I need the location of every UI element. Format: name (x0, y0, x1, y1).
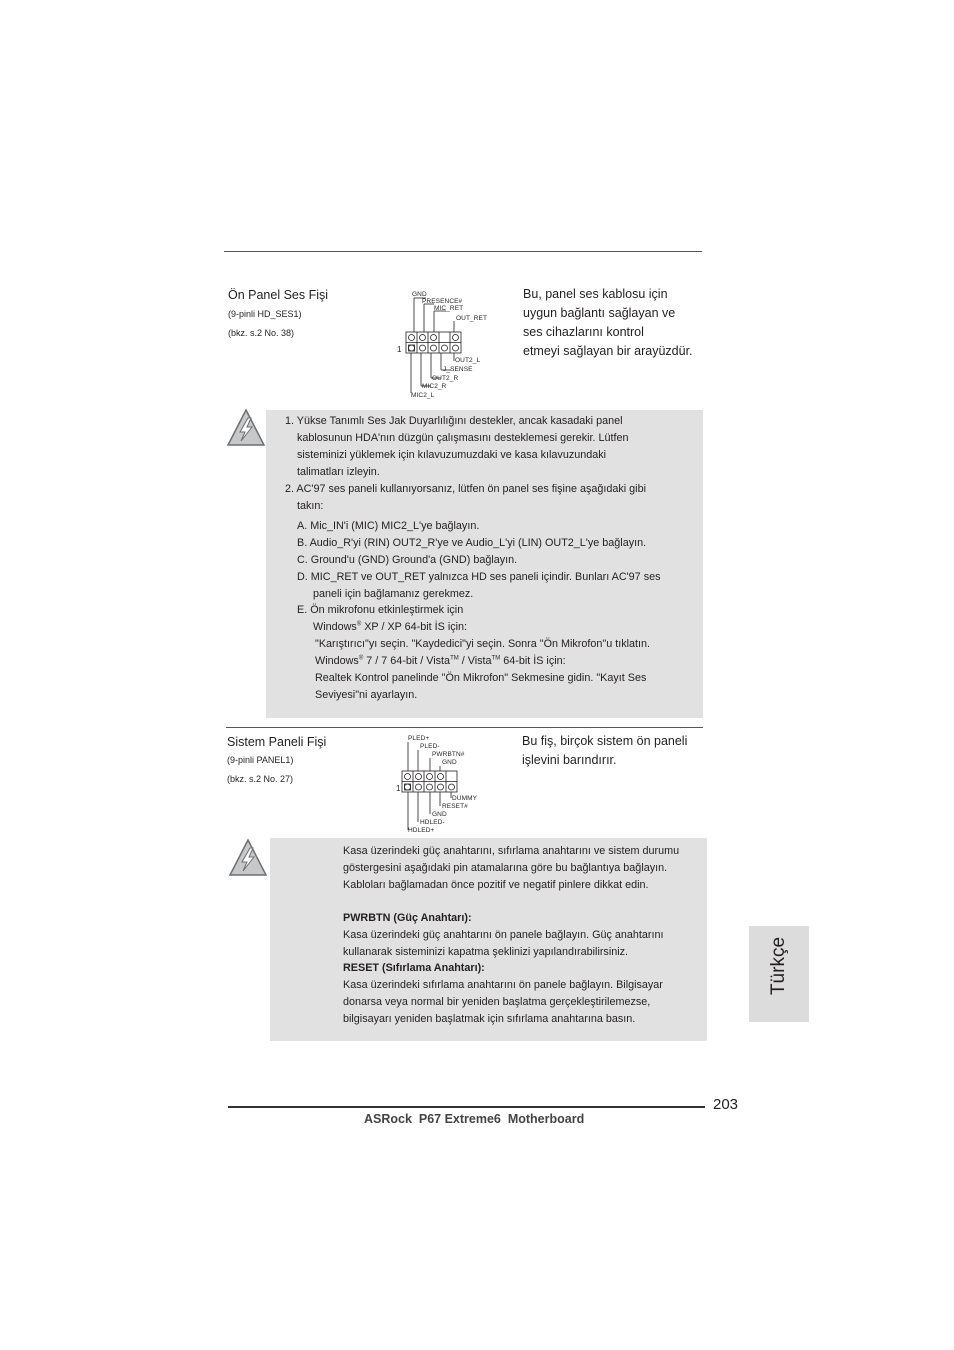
pin-label-mic2-l: MIC2_L (411, 392, 435, 399)
note-line: paneli için bağlamanız gerekmez. (313, 588, 474, 600)
note-text: XP / XP 64-bit İS için: (361, 621, 468, 633)
section2-desc-line: Bu fiş, birçok sistem ön paneli (522, 734, 688, 748)
windows-text: Windows (315, 655, 359, 667)
pin-label-out2-l: OUT2_L (455, 357, 481, 364)
note-text: / Vista (458, 655, 492, 667)
note-line: Seviyesi"ni ayarlayın. (315, 689, 418, 701)
note-line: bilgisayarı yeniden başlatmak için sıfırlama anahtarına basın. (343, 1013, 636, 1025)
language-tab-label: Türkçe (768, 936, 789, 996)
note-heading: RESET (Sıfırlama Anahtarı): (343, 962, 485, 974)
pin-label-gnd: GND (412, 291, 427, 298)
section1-description (523, 285, 693, 361)
note-line: Kasa üzerindeki güç anahtarını ön panele bağlayın. Güç anahtarını (343, 929, 664, 941)
note-line: takın: (297, 500, 324, 512)
section1-title: Ön Panel Ses Fişi (228, 288, 329, 302)
section-rule (226, 727, 703, 728)
section2-description (522, 732, 687, 770)
pin-label-pled-plus: PLED+ (408, 735, 430, 742)
pin-label-mic-ret: MIC_RET (434, 305, 464, 312)
pin-label-dummy: DUMMY (452, 795, 478, 802)
section1-desc-line: uygun bağlantı sağlayan ve (523, 306, 676, 320)
pin-label-pled-minus: PLED- (420, 743, 440, 750)
pin-label-hdled-plus: HDLED+ (408, 827, 435, 834)
pin-label-gnd-bottom: GND (432, 811, 447, 818)
pin-label-out-ret: OUT_RET (456, 315, 488, 322)
top-rule (224, 251, 702, 252)
note-line: talimatları izleyin. (297, 466, 380, 478)
pin-label-reset: RESET# (442, 803, 468, 810)
audio-pin-header (396, 288, 506, 403)
pin-label-hdled-minus: HDLED- (420, 819, 445, 826)
page-number: 203 (713, 1096, 739, 1113)
pin-label-j-sense: J_SENSE (443, 366, 473, 373)
section1-desc-line: Bu, panel ses kablosu için (523, 287, 668, 301)
note-line: E. Ön mikrofonu etkinleştirmek için (297, 604, 464, 616)
footer-product: ASRock P67 Extreme6 Motherboard (364, 1112, 585, 1126)
note-line (313, 621, 467, 633)
note-line: kullanarak sisteminizi kapatma şeklinizi yapılandırabilirsiniz. (343, 946, 629, 958)
pin-label-out2-r: OUT2_R (432, 375, 459, 382)
note-line: kablosunun HDA'nın düzgün çalışmasını desteklemesi gerekir. Lütfen (297, 432, 629, 444)
note-line (315, 655, 566, 667)
audio-header-diagram (396, 288, 506, 403)
note-line: A. Mic_IN'i (MIC) MIC2_L'ye bağlayın. (297, 520, 480, 532)
windows-text: Windows (313, 621, 357, 633)
section2-desc-line: işlevini barındırır. (522, 753, 617, 767)
note-line: C. Ground'u (GND) Ground'a (GND) bağlayın. (297, 554, 518, 566)
note-line: 1. Yükse Tanımlı Ses Jak Duyarlılığını destekler, ancak kasadaki panel (285, 415, 623, 427)
registered-mark: ® (358, 655, 364, 662)
note-line: Kasa üzerindeki sıfırlama anahtarını ön panele bağlayın. Bilgisayar (343, 979, 663, 991)
pin-label-mic2-r: MIC2_R (422, 383, 447, 390)
system-panel-diagram (396, 734, 486, 836)
note-line: göstergesini aşağıdaki pin atamalarına göre bu bağlantıya bağlayın. (343, 862, 668, 874)
pin-label-presence: PRESENCE# (422, 298, 463, 305)
note-line: 2. AC'97 ses paneli kullanıyorsanız, lütfen ön panel ses fişine aşağıdaki gibi (285, 483, 646, 495)
note-line: Kasa üzerindeki güç anahtarını, sıfırlama anahtarını ve sistem durumu (343, 845, 680, 857)
section2-reference: (bkz. s.2 No. 27) (227, 774, 294, 784)
section1-desc-line: etmeyi sağlayan bir arayüzdür. (523, 344, 693, 358)
note-line: B. Audio_R'yi (RIN) OUT2_R'ye ve Audio_L'yi (LIN) OUT2_L'ye bağlayın. (297, 537, 647, 549)
section1-desc-line: ses cihazlarını kontrol (523, 325, 644, 339)
section1-subtitle: (9-pinli HD_SES1) (228, 309, 302, 319)
section1-reference: (bkz. s.2 No. 38) (228, 328, 295, 338)
pin-label-gnd-top: GND (442, 759, 457, 766)
note-line: sisteminizi yüklemek için kılavuzumuzdaki ve kasa kılavuzundaki (297, 449, 607, 461)
note-line: donarsa veya normal bir yeniden başlatma gerçekleştirilemezse, (343, 996, 651, 1008)
note-text: 64-bit İS için: (500, 655, 566, 667)
note-line: Realtek Kontrol panelinde "Ön Mikrofon" Sekmesine gidin. "Kayıt Ses (315, 672, 647, 684)
note-text: 7 / 7 64-bit / Vista (363, 655, 451, 667)
warning-icon (226, 408, 266, 448)
footer-rule (228, 1106, 705, 1108)
pin-label-pwrbtn: PWRBTN# (432, 751, 465, 758)
trademark: TM (491, 655, 501, 662)
note-line: "Karıştırıcı"yı seçin. "Kaydedici"yi seçin. Sonra "Ön Mikrofon"u tıklatın. (315, 638, 651, 650)
note-line: Kabloları bağlamadan önce pozitif ve negatif pinlere dikkat edin. (343, 879, 649, 891)
trademark: TM (450, 655, 459, 662)
pin-label-one: 1 (396, 784, 401, 793)
section2-subtitle: (9-pinli PANEL1) (227, 755, 294, 765)
note-heading: PWRBTN (Güç Anahtarı): (343, 912, 472, 924)
warning-icon (228, 838, 268, 878)
section2-title: Sistem Paneli Fişi (227, 735, 327, 749)
note-line: D. MIC_RET ve OUT_RET yalnızca HD ses paneli içindir. Bunları AC'97 ses (297, 571, 661, 583)
pin-label-one: 1 (397, 345, 402, 354)
registered-mark: ® (356, 621, 362, 628)
